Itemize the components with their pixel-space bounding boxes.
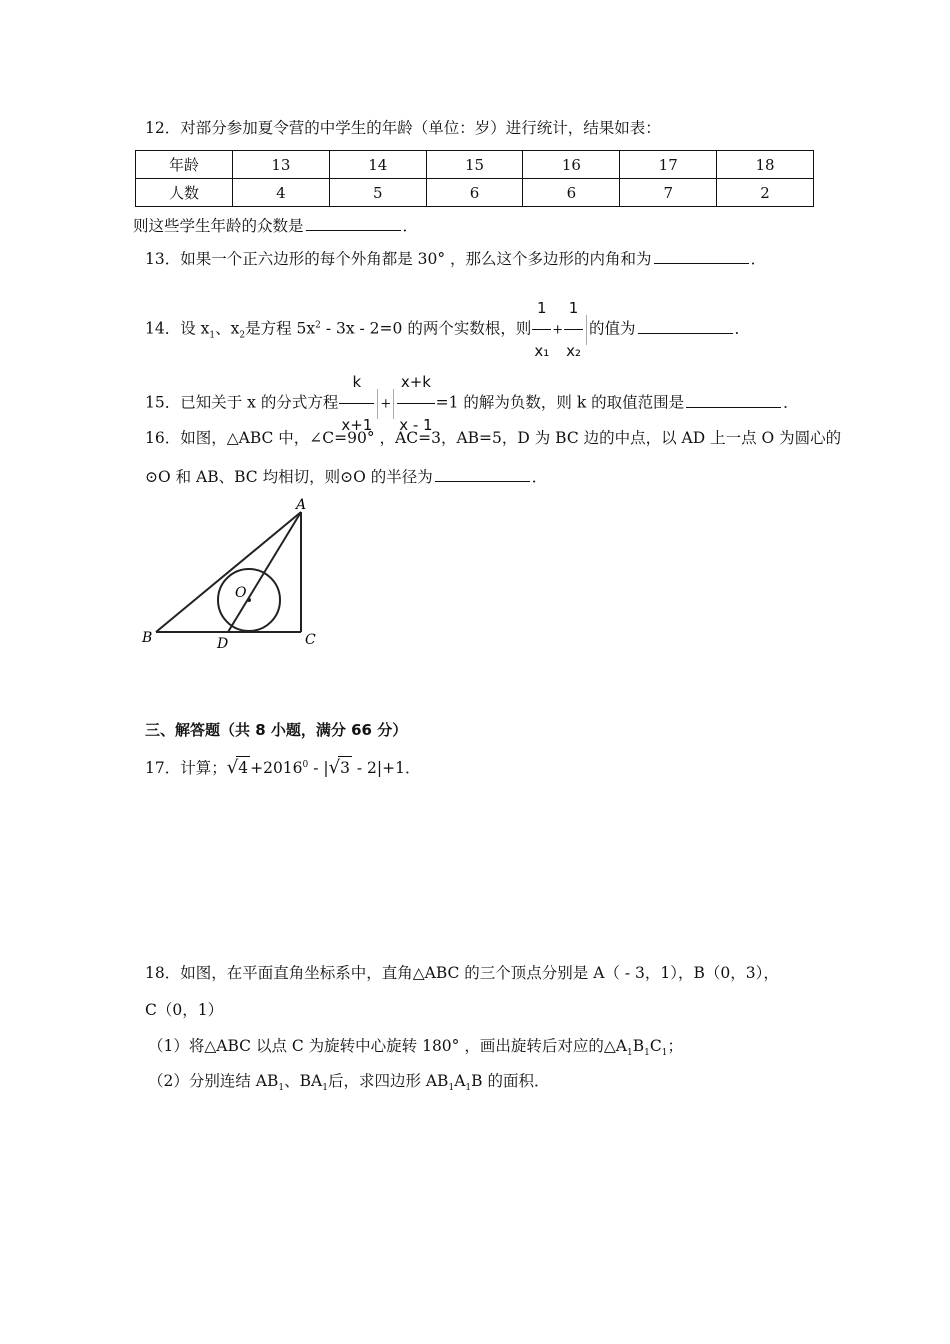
section-heading (145, 719, 407, 741)
table-cell-header: 年龄 (136, 151, 233, 179)
table-cell: 2 (717, 179, 814, 207)
q18-text: （2）分别连结 AB (148, 1072, 279, 1090)
q12-prompt (145, 117, 661, 139)
q14-text: 、x (215, 319, 240, 338)
numerator: k (352, 373, 362, 391)
q18-line1 (145, 962, 779, 984)
answer-blank[interactable] (686, 393, 781, 408)
answer-blank[interactable] (638, 319, 733, 334)
table-cell: 15 (426, 151, 523, 179)
radicand: 3 (338, 756, 352, 779)
q17-text: 17．计算； (145, 759, 227, 778)
numerator: 1 (537, 299, 547, 317)
q18-text: 后，求四边形 AB (327, 1072, 449, 1090)
superscript: 2 (315, 320, 321, 331)
divider (586, 315, 587, 345)
q18-text: C (649, 1037, 662, 1055)
subscript: 1 (322, 1083, 328, 1094)
denominator: x - 1 (397, 403, 434, 445)
q17-text: - | (308, 759, 329, 778)
table-cell: 4 (233, 179, 330, 207)
sqrt-icon: √ (328, 757, 341, 779)
divider (377, 389, 378, 419)
q15-text: =1 的解为负数，则 k 的取值范围是 (435, 393, 685, 412)
table-cell: 18 (717, 151, 814, 179)
table-cell: 6 (523, 179, 620, 207)
denominator: x₁ (532, 329, 551, 371)
denominator: x+1 (339, 403, 374, 445)
q18-part2 (148, 1070, 549, 1099)
plus-sign: + (552, 322, 564, 338)
subscript: 2 (239, 330, 246, 341)
subscript: 1 (465, 1083, 472, 1094)
plus-sign: + (380, 396, 392, 412)
fraction (532, 288, 551, 371)
fraction (564, 288, 583, 371)
q18-text: C（0，1） (145, 1001, 224, 1019)
q12-question-text: 则这些学生年龄的众数是 (133, 217, 304, 235)
q18-text: 18．如图，在平面直角坐标系中，直角△ABC 的三个顶点分别是 A（ - 3，1），B（0，3）， (145, 964, 779, 982)
numerator: 1 (568, 299, 579, 317)
answer-blank[interactable] (435, 467, 530, 482)
subscript: 1 (209, 330, 216, 341)
answer-blank[interactable] (654, 249, 749, 264)
period: ． (750, 250, 767, 268)
table-cell: 7 (620, 179, 717, 207)
side-ab (156, 512, 301, 632)
answer-blank[interactable] (306, 216, 401, 231)
period: ． (734, 319, 751, 338)
period: ． (783, 393, 799, 412)
q17-prompt (145, 754, 420, 779)
table-cell: 5 (329, 179, 426, 207)
table-row-age (136, 151, 814, 179)
subscript: 1 (644, 1048, 650, 1059)
q13-prompt (145, 248, 766, 270)
table-cell: 13 (233, 151, 330, 179)
label-d: D (217, 636, 229, 652)
q14-text: 是方程 5x (245, 319, 316, 338)
table-row-count (136, 179, 814, 207)
table-cell: 6 (426, 179, 523, 207)
section-heading-text: 三、解答题（共 8 小题，满分 66 分） (145, 721, 408, 739)
superscript: 0 (302, 760, 309, 770)
q14-text: - 3x - 2=0 的两个实数根，则 (320, 319, 532, 338)
period: ． (531, 468, 548, 486)
period: ． (402, 217, 419, 235)
q18-text: ； (667, 1037, 683, 1055)
q16-text: ⊙O 和 AB、BC 均相切，则⊙O 的半径为 (145, 468, 433, 486)
subscript: 1 (448, 1083, 455, 1094)
divider (393, 389, 394, 419)
table-cell: 17 (620, 151, 717, 179)
q14-text: 的值为 (589, 319, 636, 338)
q16-text: 16．如图，△ABC 中，∠C=90° ，AC=3，AB=5，D 为 BC 边的中点，以 AD 上一点 O 为圆心的 (145, 429, 842, 447)
q18-text: B (632, 1037, 645, 1055)
q18-text: 、BA (284, 1072, 323, 1090)
q18-part1 (148, 1035, 683, 1064)
center-point-o (247, 598, 251, 602)
q18-text: （1）将△ABC 以点 C 为旋转中心旋转 180° ，画出旋转后对应的△A (148, 1037, 627, 1055)
table-cell-header: 人数 (136, 179, 233, 207)
table-cell: 14 (329, 151, 426, 179)
segment-ad (228, 512, 301, 632)
subscript: 1 (278, 1083, 285, 1094)
numerator: x+k (400, 373, 431, 391)
q13-text: 13．如果一个正六边形的每个外角都是 30° ，那么这个多边形的内角和为 (145, 250, 652, 268)
q18-text: A (454, 1072, 466, 1090)
label-c: C (305, 632, 316, 648)
sqrt-icon: √ (226, 757, 239, 779)
q18-line2 (145, 999, 223, 1021)
q12-text: 12．对部分参加夏令营的中学生的年龄（单位：岁）进行统计，结果如表： (145, 119, 661, 137)
q17-text: +2016 (250, 759, 303, 778)
q16-line2 (145, 466, 547, 488)
age-table (135, 150, 814, 207)
denominator: x₂ (564, 329, 583, 371)
q14-prompt (145, 288, 750, 371)
triangle-figure (135, 495, 335, 655)
q14-text: 14．设 x (145, 319, 210, 338)
subscript: 1 (626, 1048, 633, 1059)
subscript: 1 (661, 1048, 668, 1059)
label-a: A (296, 497, 307, 513)
label-o: O (235, 585, 247, 601)
q18-text: B 的面积． (471, 1072, 550, 1090)
table-cell: 16 (523, 151, 620, 179)
label-b: B (142, 630, 153, 646)
q17-text: - 2|+1． (351, 759, 421, 778)
q12-question (133, 215, 418, 237)
radicand: 4 (236, 756, 250, 779)
q15-text: 15．已知关于 x 的分式方程 (145, 393, 339, 412)
q16-line1 (145, 427, 841, 449)
